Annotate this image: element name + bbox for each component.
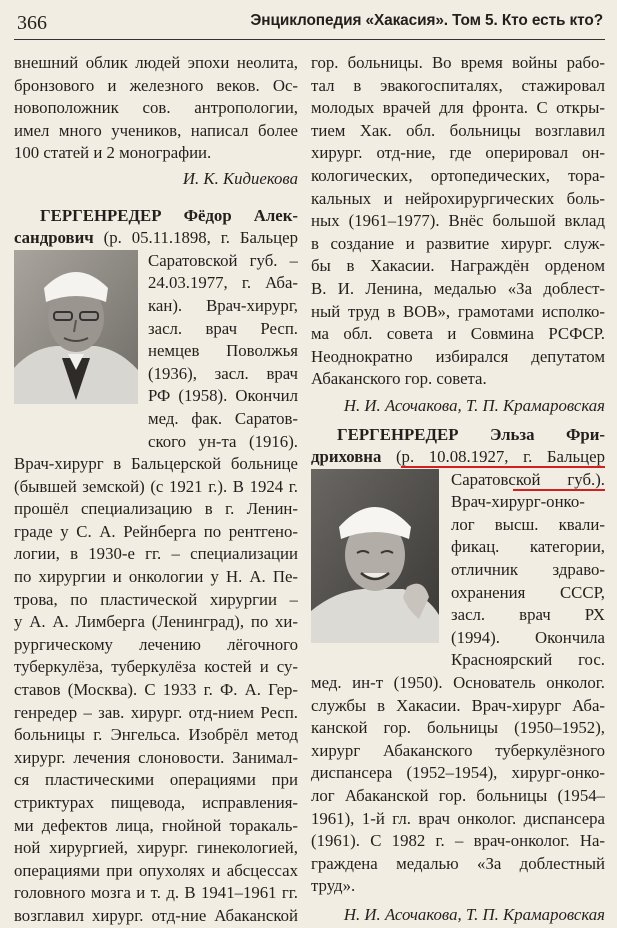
- text-line: 1961), 1-й гл. врач онколог. диспансера: [311, 808, 605, 828]
- text-line: бронзового и железного веков. Ос-: [14, 75, 298, 95]
- left-column: [14, 52, 298, 928]
- text-line: ми дефектов лица, гнойной торакаль-: [14, 815, 298, 835]
- text-line: Саратовской губ. –: [148, 250, 298, 270]
- portrait-photo-fedor: [14, 250, 138, 404]
- text-line: молодых врачей для фронта. С откры-: [311, 98, 605, 118]
- right-column: [311, 52, 605, 927]
- text-line: Саратовской губ.).: [451, 469, 605, 489]
- text-line: труд».: [311, 876, 356, 896]
- text-line: кан). Врач-хирург,: [148, 295, 298, 315]
- text-line: лог высш. квали-: [451, 514, 605, 534]
- author-signature: Н. И. Асочакова, Т. П. Крамаровская: [343, 395, 605, 415]
- page-header: [0, 0, 617, 42]
- photo-wrap: [311, 469, 605, 672]
- text-line: (бывшей земской) (с 1921 г.). В 1924 г.: [14, 476, 298, 496]
- text-line: больницы г. Энгельса. Изобрёл метод: [14, 725, 298, 745]
- text-line: мед. фак. Саратов-: [148, 408, 298, 428]
- text-line: Врач-хирург-онко-: [451, 492, 585, 512]
- text-line: Абаканского гор. совета.: [311, 369, 487, 389]
- text-line: кологических, ортопедических, тора-: [311, 165, 605, 185]
- text-line: хирург. лечения слоновости. Занимал-: [14, 747, 298, 767]
- text-line: тал в эвакогоспиталях, стажировал: [311, 75, 605, 95]
- text-line: головного мозга и т. д. В 1941–1961 гг.: [14, 883, 298, 903]
- text-line: Врач-хирург в Бальцерской больнице: [14, 454, 298, 474]
- header-rule: [14, 39, 605, 40]
- entry-heading-cont: дриховна (р. 10.08.1927, г. Бальцер: [311, 447, 605, 467]
- text-line: ставов (Москва). С 1933 г. Ф. А. Гер-: [14, 680, 298, 700]
- text-line: гор. больницы. Во время войны рабо-: [311, 53, 605, 72]
- text-line: граде у С. А. Рейнберга по рентгено-: [14, 521, 298, 541]
- entry-gergenreder-fedor: [14, 205, 298, 928]
- entry-heading: ГЕРГЕНРЕДЕР Эльза Фри-: [337, 424, 605, 444]
- text-line: мед. ин-т (1950). Основатель онколог.: [311, 673, 605, 693]
- text-line: внешний облик людей эпохи неолита,: [14, 53, 298, 72]
- text-line: отличник здраво-: [451, 560, 605, 580]
- wrapped-text: [451, 469, 605, 672]
- page-number: 366: [17, 12, 47, 34]
- text-line: (1961). С 1982 г. – врач-онколог. На-: [311, 831, 605, 851]
- text-line: немцев Поволжья: [148, 341, 298, 361]
- text-line: у А. А. Лимберга (Ленинград), по хи-: [14, 612, 298, 632]
- entry-gergenreder-elza: [311, 424, 605, 927]
- author-signature: Н. И. Асочакова, Т. П. Крамаровская: [343, 904, 605, 924]
- text-line: лог Абаканской гор. больницы (1954–: [311, 786, 605, 805]
- text-line: кальных и нейрохирургических боль-: [311, 188, 605, 208]
- text-line: РФ (1958). Окончил: [148, 386, 298, 406]
- text-line: имел много учеников, написал более: [14, 120, 298, 140]
- entry-heading: ГЕРГЕНРЕДЕР Фёдор Алек-: [40, 205, 298, 225]
- running-title: Энциклопедия «Хакасия». Том 5. Кто есть кто?: [250, 12, 603, 29]
- text-line: стриктурах пищевода, исправления-: [14, 793, 298, 812]
- entry-heading-cont: сандрович (р. 05.11.1898, г. Бальцер: [14, 228, 298, 248]
- text-line: ной хирургией, хирург. гинекологией,: [14, 838, 298, 858]
- text-line: прошёл специализацию в г. Ленин-: [14, 499, 298, 519]
- text-line: ся пластическими операциями при: [14, 770, 298, 790]
- previous-entry-ending: [14, 52, 298, 165]
- wrapped-text: [148, 250, 298, 453]
- text-line: охранения СССР,: [451, 582, 605, 602]
- entry-continuation: [311, 52, 605, 391]
- text-line: ных (1961–1977). Внёс большой вклад: [311, 211, 605, 231]
- text-line: службы в Хакасии. Врач-хирург Аба-: [311, 695, 605, 715]
- entry-body: [311, 672, 605, 898]
- text-line: (1936), засл. врач: [148, 363, 298, 383]
- text-line: по хирургии и онкологии у Н. А. Пе-: [14, 567, 298, 587]
- author-signature: И. К. Кидиекова: [182, 168, 298, 188]
- text-line: Красноярский гос.: [451, 650, 605, 670]
- text-line: туберкулёза, туберкулёза костей и су-: [14, 657, 298, 677]
- text-line: хирург. отд-ние, где оперировал он-: [311, 143, 605, 163]
- text-line: в создание и развитие хирург. служ-: [311, 233, 605, 253]
- text-line: граждена медалью «За доблестный: [311, 853, 605, 873]
- text-line: новоположник сов. антропологии,: [14, 98, 298, 118]
- text-line: ма обл. совета и Совмина РСФСР.: [311, 324, 605, 344]
- text-line: Неоднократно избирался депутатом: [311, 346, 605, 366]
- text-line: возглавил хирург. отд-ние Абаканской: [14, 905, 298, 925]
- text-line: фикац. категории,: [451, 537, 605, 557]
- photo-wrap: [14, 250, 298, 453]
- text-line: бы в Хакасии. Награждён орденом: [311, 256, 605, 276]
- text-line: тием Хак. обл. больницы возглавил: [311, 120, 605, 140]
- text-line: хирург Абаканского туберкулёзного: [311, 740, 605, 760]
- portrait-photo-elza: [311, 469, 439, 643]
- text-line: логии, в 1930-е гг. – специализации: [14, 544, 298, 564]
- text-line: 24.03.1977, г. Аба-: [148, 273, 298, 293]
- text-line: ный труд в ВОВ», грамотами исполко-: [311, 301, 605, 321]
- text-line: операциями при опухолях и абсцессах: [14, 860, 298, 880]
- entry-body: [14, 453, 298, 927]
- text-line: 100 статей и 2 монографии.: [14, 143, 212, 163]
- text-line: канской гор. больницы (1950–1952),: [311, 718, 605, 738]
- text-line: засл. врач РХ: [451, 605, 605, 625]
- text-line: трова, по пластической хирургии –: [14, 589, 298, 609]
- text-line: ского ун-та (1916).: [148, 431, 298, 451]
- text-line: диспансера (1952–1954), хирург-онко-: [311, 763, 605, 783]
- text-line: (1994). Окончила: [451, 627, 605, 647]
- text-line: генредер – зав. хирург. отд-нием Респ.: [14, 702, 298, 722]
- text-line: рургическому лечению лёгочного: [14, 634, 298, 654]
- text-line: засл. врач Респ.: [148, 318, 298, 338]
- text-line: В. И. Ленина, медалью «За доблест-: [311, 278, 605, 298]
